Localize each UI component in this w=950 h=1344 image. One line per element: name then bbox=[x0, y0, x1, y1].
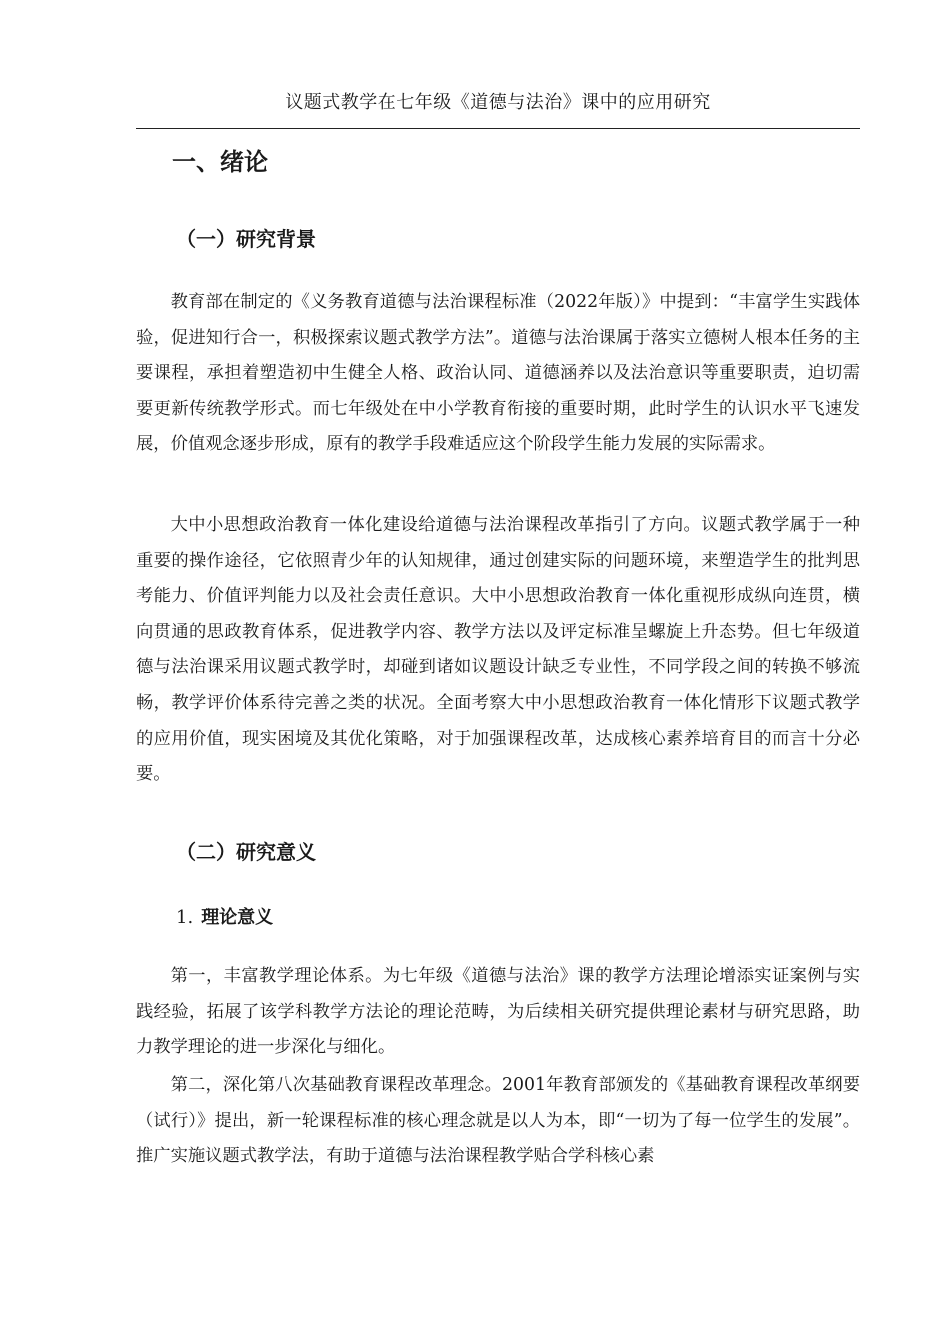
chapter-title: 一、绪论 bbox=[172, 148, 268, 176]
subsection-number: 1. bbox=[176, 907, 194, 928]
background-paragraph-2: 大中小思想政治教育一体化建设给道德与法治课程改革指引了方向。议题式教学属于一种重要的操作途径，它依照青少年的认知规律，通过创建实际的问题环境，来塑造学生的批判思考能力、价值评判能力以及社会责任意识。大中小思想政治教育一体化重视形成纵向连贯，横向贯通的思政教育体系，促进教学内容、教学方法以及评定标准呈螺旋上升态势。但七年级道德与法治课采用议题式教学时，却碰到诸如议题设计缺乏专业性，不同学段之间的转换不够流畅，教学评价体系待完善之类的状况。全面考察大中小思想政治教育一体化情形下议题式教学的应用价值，现实困境及其优化策略，对于加强课程改革，达成核心素养培育目的而言十分必要。 bbox=[136, 515, 860, 785]
section-heading-background: （一）研究背景 bbox=[176, 227, 316, 251]
significance-paragraph-2: 第二，深化第八次基础教育课程改革理念。2001年教育部颁发的《基础教育课程改革纲要（试行）》提出，新一轮课程标准的核心理念就是以人为本，即“一切为了每一位学生的发展”。推广实施议题式教学法，有助于道德与法治课程教学贴合学科核心素 bbox=[136, 1075, 860, 1167]
subsection-heading-theory bbox=[176, 904, 273, 932]
background-paragraph-1: 教育部在制定的《义务教育道德与法治课程标准（2022年版）》中提到：“丰富学生实践体验，促进知行合一，积极探索议题式教学方法”。道德与法治课属于落实立德树人根本任务的主要课程，承担着塑造初中生健全人格、政治认同、道德涵养以及法治意识等重要职责，迫切需要更新传统教学形式。而七年级处在中小学教育衔接的重要时期，此时学生的认识水平飞速发展，价值观念逐步形成，原有的教学手段难适应这个阶段学生能力发展的实际需求。 bbox=[136, 292, 860, 455]
subsection-title: 理论意义 bbox=[201, 907, 274, 928]
header-rule bbox=[136, 128, 860, 129]
section-heading-significance: （二）研究意义 bbox=[176, 840, 316, 864]
running-header: 议题式教学在七年级《道德与法治》课中的应用研究 bbox=[285, 92, 711, 113]
significance-paragraph-1: 第一，丰富教学理论体系。为七年级《道德与法治》课的教学方法理论增添实证案例与实践经验，拓展了该学科教学方法论的理论范畴，为后续相关研究提供理论素材与研究思路，助力教学理论的进一步深化与细化。 bbox=[136, 966, 860, 1058]
